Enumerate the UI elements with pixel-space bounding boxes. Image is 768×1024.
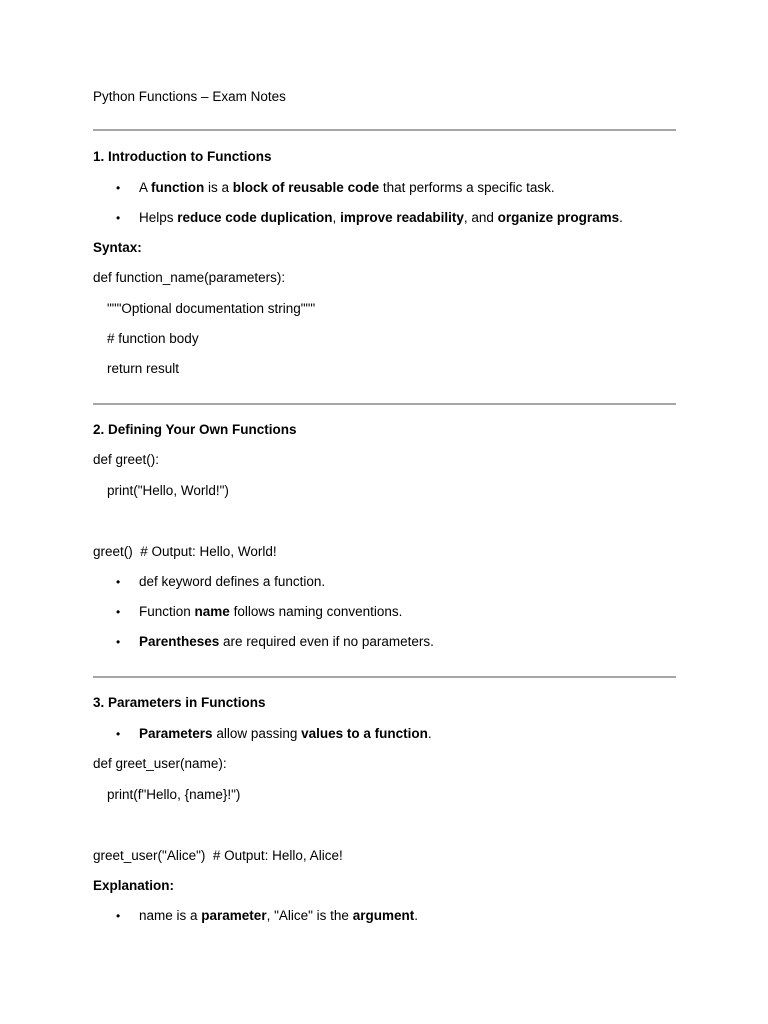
divider <box>93 403 676 405</box>
code-line: # function body <box>107 331 199 346</box>
code-line: print(f"Hello, {name}!") <box>107 787 241 802</box>
section-heading-defining: 2. Defining Your Own Functions <box>93 422 297 437</box>
bullet-def-keyword: def keyword defines a function. <box>139 574 326 589</box>
bullet-function-name: Function name follows naming conventions. <box>139 604 403 619</box>
section-heading-introduction: 1. Introduction to Functions <box>93 149 272 164</box>
bullet-parameters: Parameters allow passing values to a function. <box>139 726 432 741</box>
code-line: print("Hello, World!") <box>107 483 229 498</box>
bullet-icon: • <box>116 181 121 195</box>
bullet-icon: • <box>116 635 121 649</box>
bullet-function-definition: A function is a block of reusable code that performs a specific task. <box>139 180 555 195</box>
code-line: return result <box>107 361 180 376</box>
bullet-icon: • <box>116 727 121 741</box>
explanation-label: Explanation: <box>93 878 175 893</box>
bullet-icon: • <box>116 605 121 619</box>
code-line: def greet(): <box>93 452 160 467</box>
bullet-icon: • <box>116 909 121 923</box>
bullet-icon: • <box>116 211 121 225</box>
code-line: greet() # Output: Hello, World! <box>93 544 277 559</box>
syntax-label: Syntax: <box>93 240 142 255</box>
divider <box>93 129 676 131</box>
bullet-function-benefits: Helps reduce code duplication, improve readability, and organize programs. <box>139 210 623 225</box>
section-heading-parameters: 3. Parameters in Functions <box>93 695 266 710</box>
code-line: def greet_user(name): <box>93 756 227 771</box>
page-title: Python Functions – Exam Notes <box>93 89 286 104</box>
code-line: def function_name(parameters): <box>93 270 286 285</box>
bullet-icon: • <box>116 575 121 589</box>
bullet-parameter-vs-argument: name is a parameter, "Alice" is the argument. <box>139 908 418 923</box>
bullet-parentheses: Parentheses are required even if no parameters. <box>139 634 434 649</box>
divider <box>93 676 676 678</box>
code-line: """Optional documentation string""" <box>107 301 316 316</box>
code-line: greet_user("Alice") # Output: Hello, Alice! <box>93 848 343 863</box>
